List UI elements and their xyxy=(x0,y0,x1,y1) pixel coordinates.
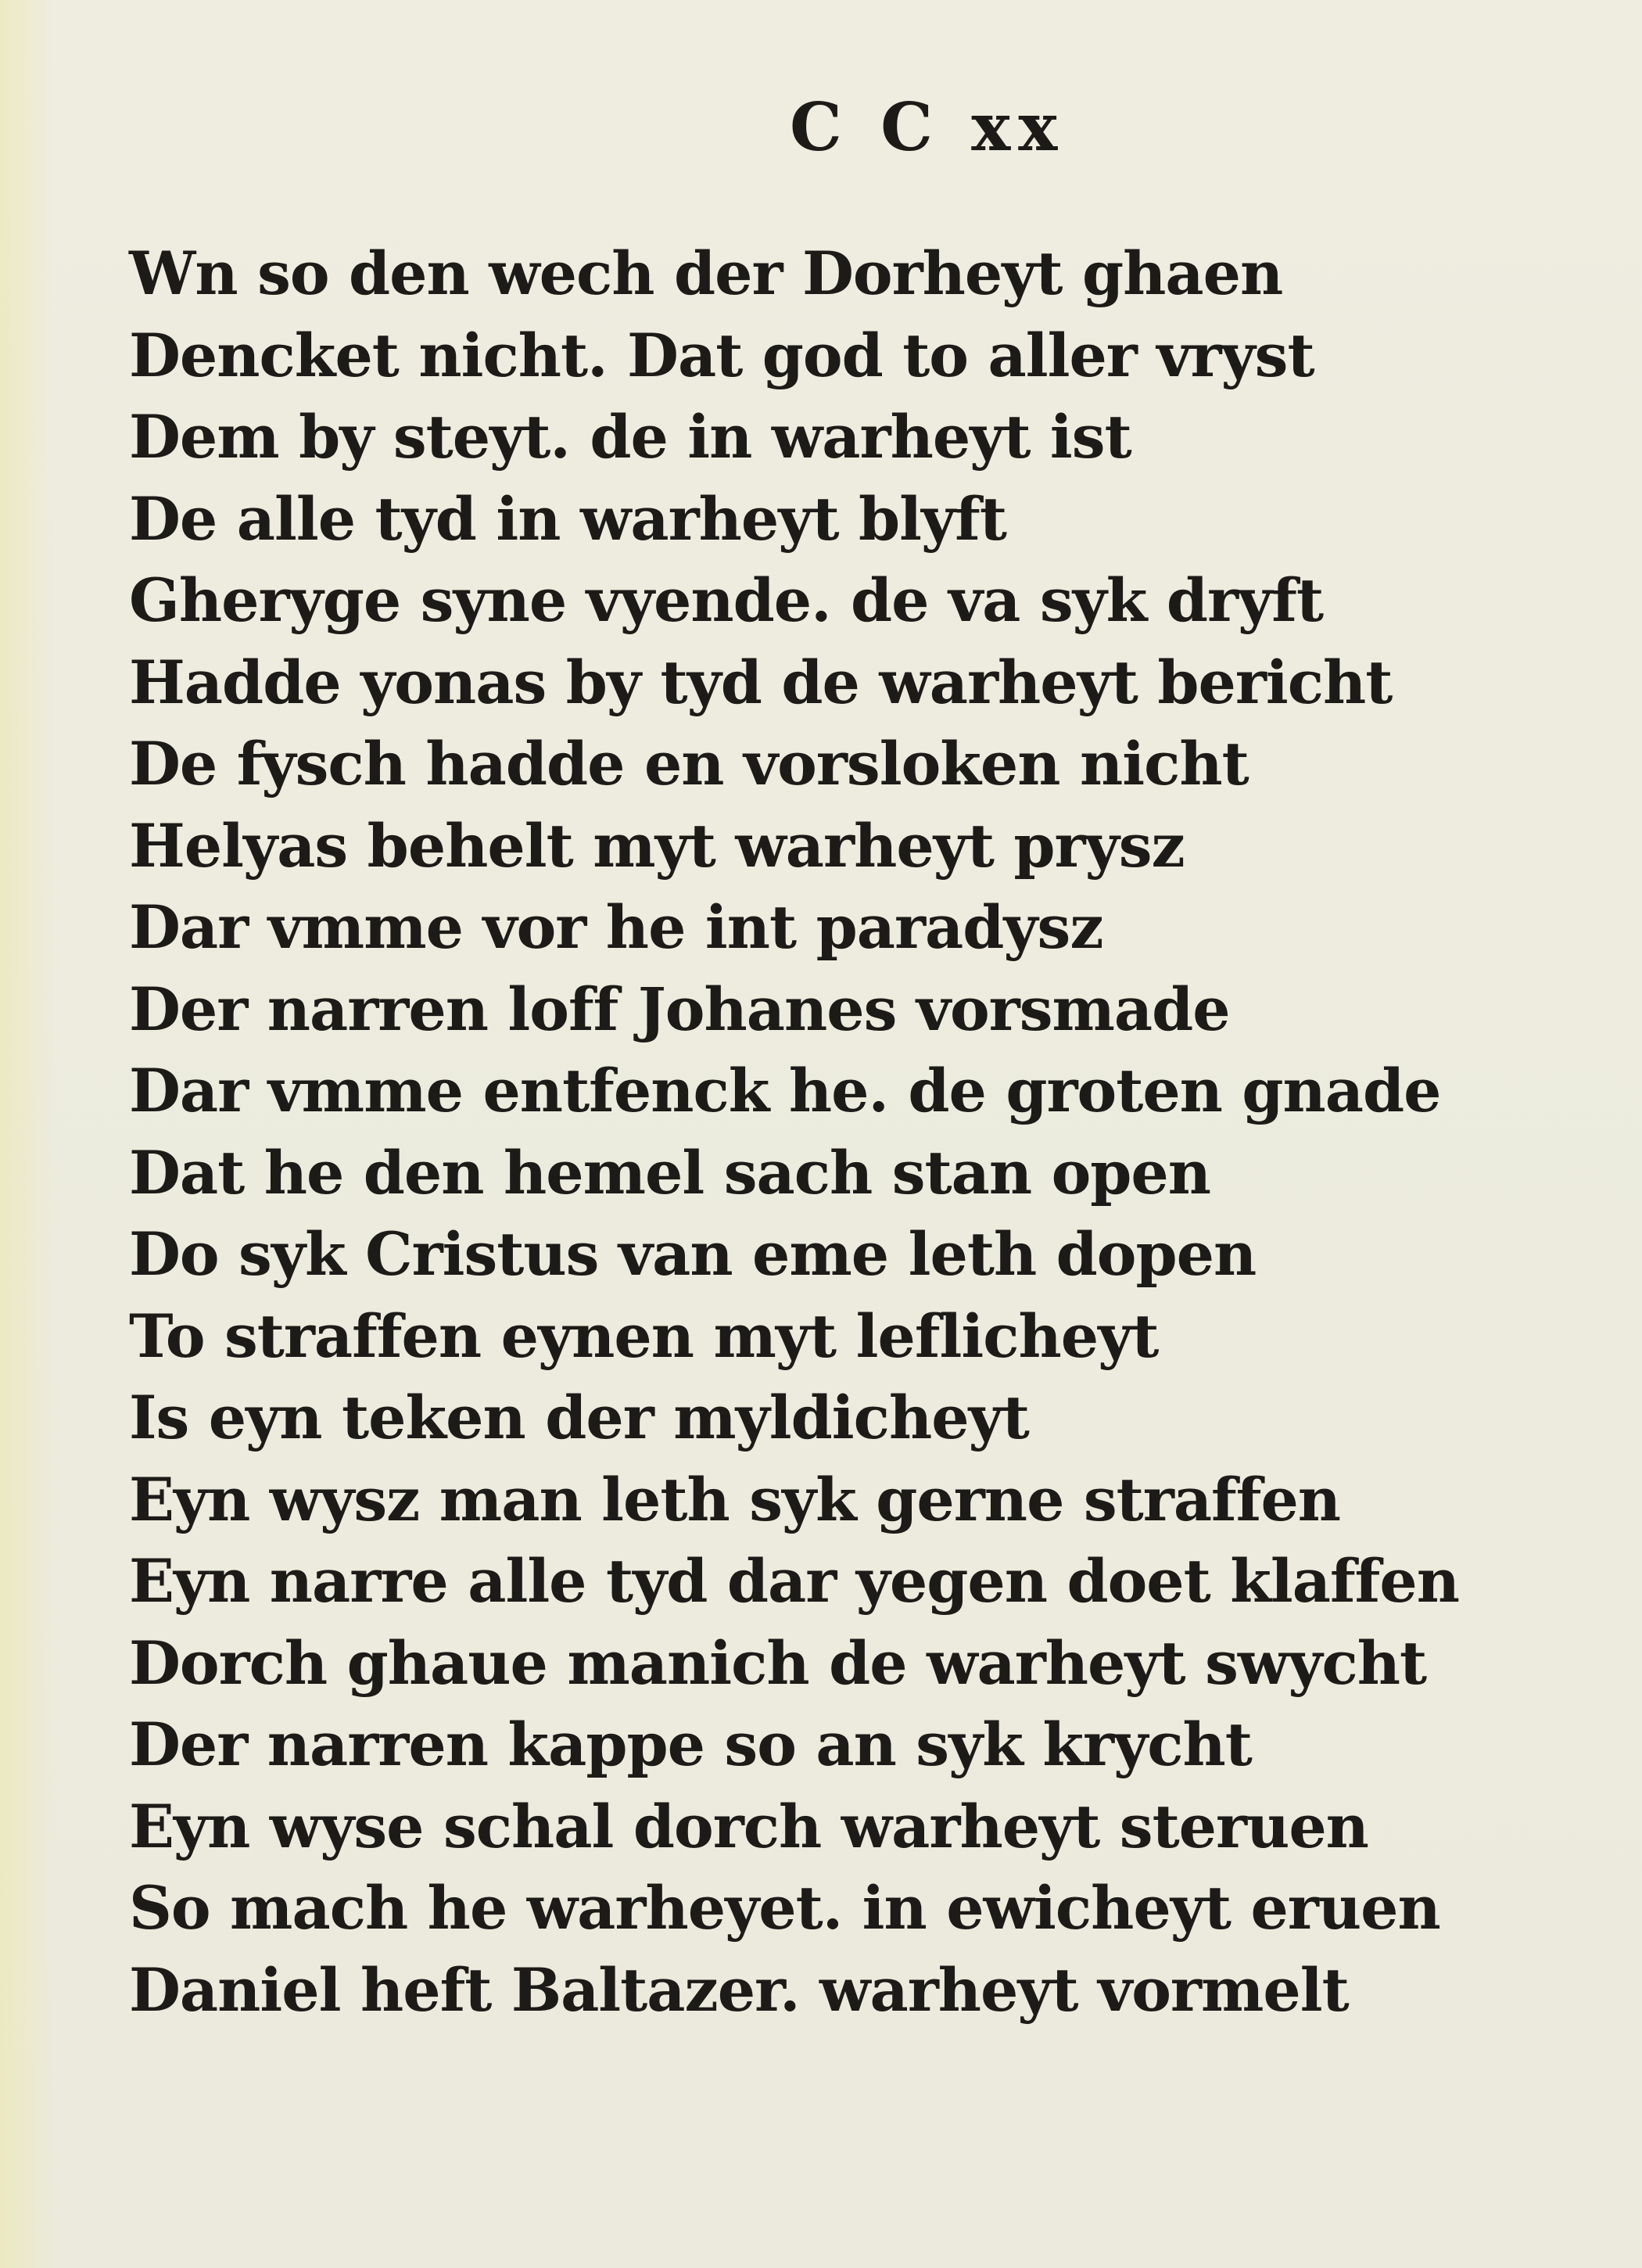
verse-line: Do syk Cristus van eme leth dopen xyxy=(129,1219,1257,1289)
verse-line: Dar vmme entfenck he. de groten gnade xyxy=(129,1056,1441,1125)
verse-line: Dar vmme vor he int paradysz xyxy=(129,892,1103,962)
verse-line: Der narren loff Johanes vorsmade xyxy=(129,974,1230,1044)
verse-line: De fysch hadde en vorsloken nicht xyxy=(129,729,1249,798)
verse-line: Eyn wyse schal dorch warheyt steruen xyxy=(129,1791,1368,1861)
verse-line: Dencket nicht. Dat god to aller vryst xyxy=(129,320,1314,390)
verse-line: Der narren kappe so an syk krycht xyxy=(129,1710,1252,1779)
verse-line: Helyas behelt myt warheyt prysz xyxy=(129,810,1185,881)
verse-line: So mach he warheyet. in ewicheyt eruen xyxy=(129,1873,1440,1943)
verse-line: To straffen eynen myt leflicheyt xyxy=(129,1301,1159,1371)
verse-line: Dat he den hemel sach stan open xyxy=(129,1137,1211,1208)
verse-line: Eyn narre alle tyd dar yegen doet klaffen xyxy=(129,1546,1459,1616)
verse-line: Eyn wysz man leth syk gerne straffen xyxy=(129,1464,1341,1534)
verse-line: Wn so den wech der Dorheyt ghaen xyxy=(129,239,1283,308)
verse-line: Daniel heft Baltazer. warheyt vormelt xyxy=(129,1954,1349,2025)
verse-line: Hadde yonas by tyd de warheyt bericht xyxy=(129,647,1393,717)
verse-text xyxy=(129,233,1459,2031)
verse-line: De alle tyd in warheyt blyft xyxy=(129,483,1006,554)
verse-line: Dorch ghaue manich de warheyt swycht xyxy=(129,1627,1427,1698)
verse-line: Gheryge syne vyende. de va syk dryft xyxy=(129,565,1324,635)
verse-line: Is eyn teken der myldicheyt xyxy=(129,1383,1029,1452)
verse-line: Dem by steyt. de in warheyt ist xyxy=(129,402,1131,472)
folio-number: C C xx xyxy=(790,88,1066,166)
